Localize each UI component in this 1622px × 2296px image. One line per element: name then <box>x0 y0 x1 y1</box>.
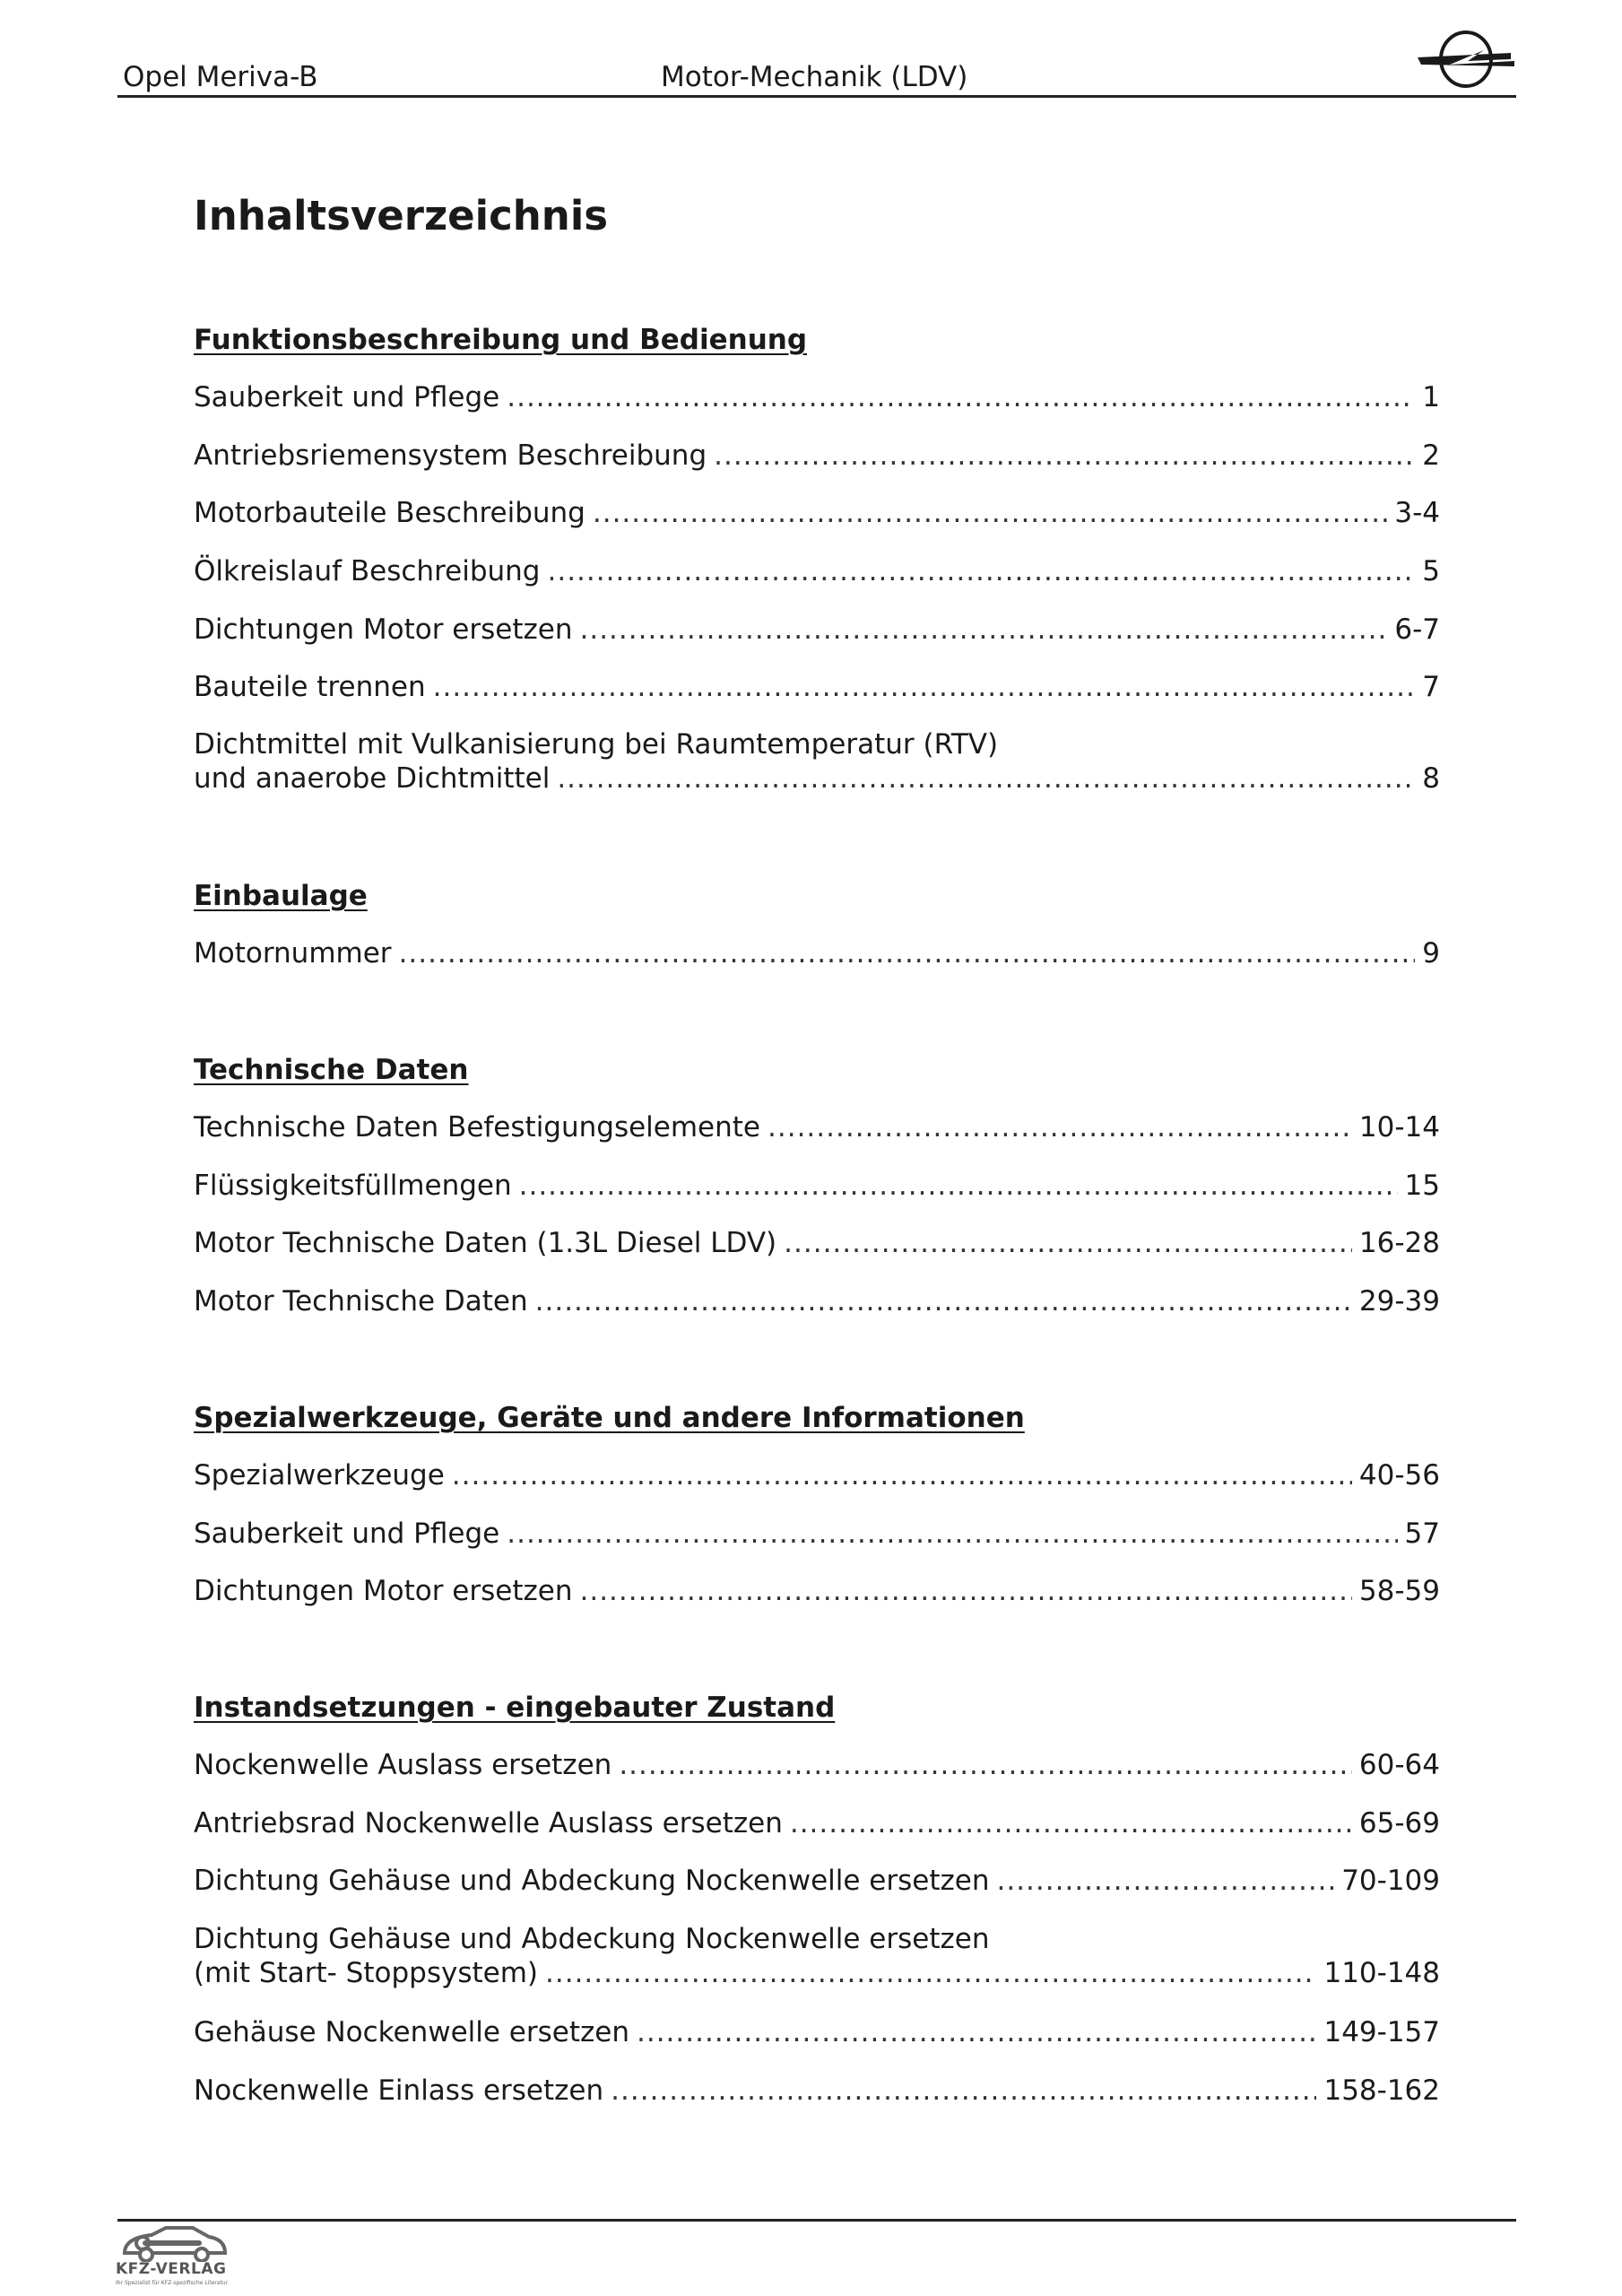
publisher-name: KFZ-VERLAG <box>116 2260 227 2278</box>
publisher-tagline: Ihr Spezialist für KFZ-spezifische Literatur <box>116 2280 229 2286</box>
page-footer-rule <box>117 2219 1516 2222</box>
toc-entry-page: 149-157 <box>1323 2016 1440 2048</box>
toc-entry-page: 60-64 <box>1358 1749 1440 1781</box>
dot-leader <box>593 497 1387 529</box>
toc-entry-title-line1: Dichtung Gehäuse und Abdeckung Nockenwelle ersetzen <box>194 1923 990 1955</box>
dot-leader <box>519 1170 1398 1202</box>
page-title: Inhaltsverzeichnis <box>194 192 609 239</box>
toc-entry-page: 40-56 <box>1358 1459 1440 1492</box>
toc-entry-page: 10-14 <box>1358 1111 1440 1144</box>
toc-entry-page: 110-148 <box>1323 1957 1440 1989</box>
toc-entry-page: 70-109 <box>1341 1865 1440 1897</box>
toc-entry-title: Spezialwerkzeuge <box>194 1459 445 1492</box>
dot-leader <box>547 555 1415 587</box>
toc-entry[interactable] <box>194 1865 1440 1897</box>
dot-leader <box>399 937 1416 970</box>
toc-entry[interactable] <box>194 1170 1440 1202</box>
toc-entry-title: Sauberkeit und Pflege <box>194 381 500 413</box>
dot-leader <box>507 381 1415 413</box>
dot-leader <box>619 1749 1352 1781</box>
opel-blitz-icon <box>1414 25 1518 93</box>
toc-entry[interactable] <box>194 2074 1440 2107</box>
toc-entry[interactable] <box>194 439 1440 472</box>
section-heading: Technische Daten <box>194 1054 469 1086</box>
toc-entry[interactable] <box>194 497 1440 529</box>
section-heading: Spezialwerkzeuge, Geräte und andere Informationen <box>194 1402 1025 1434</box>
dot-leader <box>637 2016 1316 2048</box>
toc-entry-title: Motor Technische Daten <box>194 1285 528 1318</box>
section-heading: Instandsetzungen - eingebauter Zustand <box>194 1692 836 1724</box>
toc-entry[interactable] <box>194 613 1440 646</box>
toc-entry[interactable] <box>194 1518 1440 1550</box>
dot-leader <box>611 2074 1316 2107</box>
toc-entry-page: 8 <box>1422 762 1440 795</box>
toc-entry[interactable] <box>194 1111 1440 1144</box>
toc-entry-page: 3-4 <box>1394 497 1440 529</box>
dot-leader <box>535 1285 1352 1318</box>
section-heading: Einbaulage <box>194 880 368 912</box>
dot-leader <box>714 439 1415 472</box>
toc-entry[interactable] <box>194 728 1440 795</box>
toc-entry-title: Dichtung Gehäuse und Abdeckung Nockenwelle ersetzen <box>194 1865 990 1897</box>
toc-entry[interactable] <box>194 1807 1440 1839</box>
toc-entry-title: Sauberkeit und Pflege <box>194 1518 500 1550</box>
toc-entry-page: 1 <box>1422 381 1440 413</box>
toc-entry-title: Nockenwelle Auslass ersetzen <box>194 1749 612 1781</box>
toc-entry-title: Antriebsrad Nockenwelle Auslass ersetzen <box>194 1807 783 1839</box>
toc-entry-title-line1: Dichtmittel mit Vulkanisierung bei Raumtemperatur (RTV) <box>194 728 999 761</box>
toc-entry[interactable] <box>194 1285 1440 1318</box>
toc-entry[interactable] <box>194 1923 1440 1989</box>
dot-leader <box>784 1227 1352 1259</box>
dot-leader <box>996 1865 1334 1897</box>
toc-entry[interactable] <box>194 555 1440 587</box>
toc-entry-page: 15 <box>1404 1170 1440 1202</box>
car-wrench-icon <box>116 2222 230 2262</box>
toc-entry[interactable] <box>194 1749 1440 1781</box>
toc-entry-page: 2 <box>1422 439 1440 472</box>
toc-entry-page: 58-59 <box>1358 1575 1440 1607</box>
page-header <box>117 57 1516 98</box>
toc-entry[interactable] <box>194 1575 1440 1607</box>
dot-leader <box>452 1459 1352 1492</box>
toc-entry-page: 5 <box>1422 555 1440 587</box>
toc-entry[interactable] <box>194 1459 1440 1492</box>
toc-entry-page: 16-28 <box>1358 1227 1440 1259</box>
toc-entry-page: 57 <box>1404 1518 1440 1550</box>
toc-entry-title: Dichtungen Motor ersetzen <box>194 1575 573 1607</box>
toc-entry-title: Flüssigkeitsfüllmengen <box>194 1170 512 1202</box>
toc-entry-title: Gehäuse Nockenwelle ersetzen <box>194 2016 629 2048</box>
toc-entry-page: 9 <box>1422 937 1440 970</box>
toc-entry[interactable] <box>194 2016 1440 2048</box>
dot-leader <box>768 1111 1352 1144</box>
dot-leader <box>580 613 1388 646</box>
dot-leader <box>545 1957 1316 1989</box>
toc-entry[interactable] <box>194 1227 1440 1259</box>
toc-entry-title: Bauteile trennen <box>194 671 426 703</box>
toc-entry-title: Ölkreislauf Beschreibung <box>194 555 541 587</box>
toc-entry-title: Motorbauteile Beschreibung <box>194 497 585 529</box>
dot-leader <box>433 671 1416 703</box>
toc-entry-page: 7 <box>1422 671 1440 703</box>
toc-entry-page: 6-7 <box>1394 613 1440 646</box>
toc-entry-title: Motor Technische Daten (1.3L Diesel LDV) <box>194 1227 777 1259</box>
dot-leader <box>507 1518 1397 1550</box>
dot-leader <box>790 1807 1352 1839</box>
toc-entry-page: 29-39 <box>1358 1285 1440 1318</box>
section-heading: Funktionsbeschreibung und Bedienung <box>194 324 808 356</box>
header-model: Opel Meriva-B <box>123 61 318 93</box>
dot-leader <box>580 1575 1352 1607</box>
toc-entry-title: Dichtungen Motor ersetzen <box>194 613 573 646</box>
toc-entry-page: 65-69 <box>1358 1807 1440 1839</box>
publisher-logo <box>116 2222 230 2294</box>
toc-entry-title: Antriebsriemensystem Beschreibung <box>194 439 707 472</box>
toc-entry-title: (mit Start- Stoppsystem) <box>194 1957 539 1989</box>
toc-entry-title: Nockenwelle Einlass ersetzen <box>194 2074 604 2107</box>
toc-entry-title: Technische Daten Befestigungselemente <box>194 1111 761 1144</box>
dot-leader <box>557 762 1415 795</box>
header-chapter: Motor-Mechanik (LDV) <box>661 61 968 93</box>
toc-entry-title: Motornummer <box>194 937 392 970</box>
toc-entry[interactable] <box>194 381 1440 413</box>
toc-entry[interactable] <box>194 937 1440 970</box>
toc-entry[interactable] <box>194 671 1440 703</box>
toc-entry-title: und anaerobe Dichtmittel <box>194 762 551 795</box>
toc-entry-page: 158-162 <box>1323 2074 1440 2107</box>
